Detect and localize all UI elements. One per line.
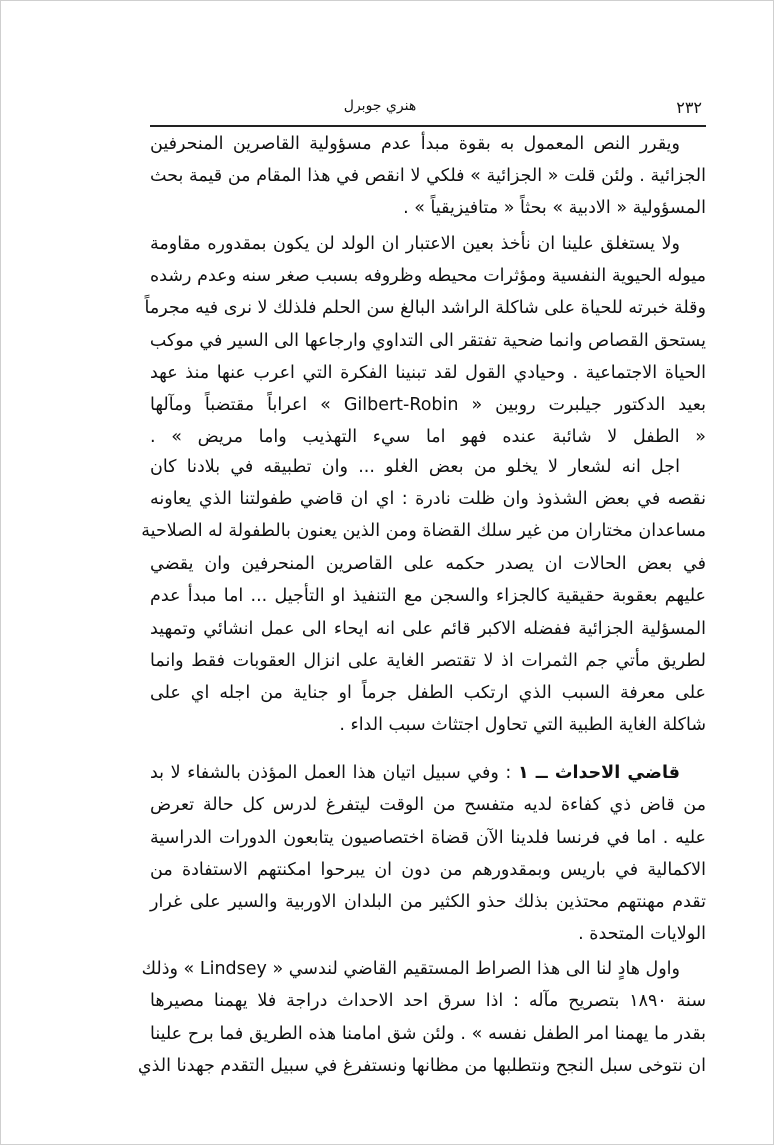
text-line: على معرفة السبب الذي ارتكب الطفل جرماً او جناية من اجله اي على bbox=[150, 683, 706, 703]
text-line: عليهم بعقوبة حقيقية كالجزاء والسجن مع التنفيذ او التأجيل ... اما مبدأ عدم bbox=[150, 586, 706, 606]
text-line: نقصه في بعض الشذوذ وان ظلت نادرة : اي ان قاضي طفولتنا الذي يعاونه bbox=[150, 489, 706, 509]
text-line: ولا يستغلق علينا ان نأخذ بعين الاعتبار ان الولد لن يكون بمقدوره مقاومة bbox=[150, 234, 680, 254]
text-line: بقدر ما يهمنا امر الطفل نفسه » . ولئن شق امامنا هذه الطريق فما برح علينا bbox=[150, 1024, 706, 1044]
text-line: الحياة الاجتماعية . وحيادي القول لقد تبنينا الفكرة التي اعرب عنها منذ عهد bbox=[150, 363, 706, 383]
text-line bbox=[150, 759, 706, 787]
text-line: الاكمالية في باريس وبمقدورهم من دون ان يبرحوا امكنتهم الاستفادة من bbox=[150, 860, 706, 880]
text-line: بعيد الدكتور جيلبرت روبين « Gilbert-Robin » اعراباً مقتضباً ومآلها bbox=[150, 395, 707, 415]
text-line: ميوله الحيوية النفسية ومؤثرات محيطه وظروفه بسبب صغر سنه وعدم رشده bbox=[150, 266, 706, 286]
text-line: الولايات المتحدة . bbox=[578, 924, 706, 944]
text-line: ان نتوخى سبل النجح ونتطلبها من مظانها ونستفرغ في سبيل التقدم جهدنا الذي bbox=[137, 1056, 706, 1076]
text-line: يستحق القصاص وانما ضحية تفتقر الى التداوي وارجاعها الى السير في موكب bbox=[149, 331, 706, 351]
text-line: اجل انه لشعار لا يخلو من بعض الغلو ... وان تطبيقه في بلادنا كان bbox=[150, 457, 680, 477]
text-line: الجزائية . ولئن قلت « الجزائية » فلكي لا انقص في هذا المقام من قيمة بحث bbox=[150, 166, 706, 186]
text-line: من قاض ذي كفاءة لديه متفسح من الوقت ليتفرغ لدرس كل حالة تعرض bbox=[150, 795, 706, 815]
text-line: واول هادٍ لنا الى هذا الصراط المستقيم القاضي لندسي « Lindsey » وذلك bbox=[141, 959, 680, 979]
text-line: ويقرر النص المعمول به بقوة مبدأ عدم مسؤولية القاصرين المنحرفين bbox=[150, 134, 680, 154]
page-number: ٢٣٢ bbox=[676, 98, 702, 117]
text-line: وقلة خبرته للحياة على شاكلة الراشد البالغ سن الحلم فلذلك لا نرى فيه مجرماً bbox=[144, 298, 706, 318]
section-heading: قاضي الاحداث ــ ١ bbox=[517, 763, 680, 783]
text-line: « الطفل لا شائبة عنده فهو اما سيء التهذيب واما مريض » . bbox=[150, 427, 706, 447]
text-line: المسؤلية الجزائية ففضله الاكبر قائم على انه ايحاء الى عمل انشائي وتمهيد bbox=[150, 619, 706, 639]
text-line: مساعدان مختاران من غير سلك القضاة ومن الذين يعنون بالطفولة له الصلاحية bbox=[141, 521, 706, 541]
text-line: في بعض الحالات ان يصدر حكمه على القاصرين المنحرفين وان يقضي bbox=[150, 554, 706, 574]
text-line-content: : وفي سبيل اتيان هذا العمل المؤذن بالشفاء لا بد bbox=[150, 763, 512, 783]
text-line: المسؤولية « الادبية » بحثاً « متافيزيقياً » . bbox=[403, 198, 706, 218]
text-line: عليه . اما في فرنسا فلدينا الآن قضاة اختصاصيون يتابعون الدورات الدراسية bbox=[150, 828, 706, 848]
running-title: هنري جوبرل bbox=[343, 98, 417, 114]
header-rule bbox=[150, 125, 706, 127]
text-line: تقدم مهنتهم محتذين بذلك حذو الكثير من البلدان الاوربية والسير على غرار bbox=[150, 892, 706, 912]
text-line: لطريق مأتي جم الثمرات اذ لا تقتصر الغاية على انزال العقوبات فقط وانما bbox=[150, 651, 706, 671]
text-line: شاكلة الغاية الطبية التي تحاول اجتثاث سبب الداء . bbox=[339, 715, 706, 735]
text-line: سنة ١٨٩٠ بتصريح مآله : اذا سرق احد الاحداث دراجة فلا يهمنا مصيرها bbox=[150, 991, 706, 1011]
